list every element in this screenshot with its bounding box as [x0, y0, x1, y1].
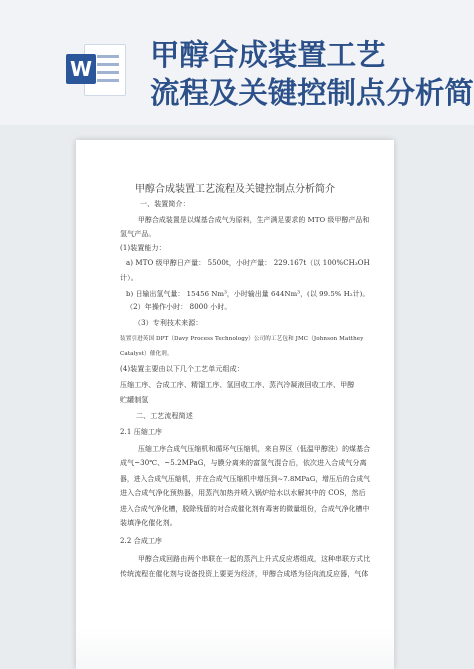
- subsection-heading: (4)装置主要由以下几个工艺单元组成：: [120, 365, 244, 373]
- paragraph-line: Catalyst）催化剂。: [120, 351, 173, 357]
- paragraph-line: 成气~30℃、~5.2MPaG，与膜分离来的富氢气混合后，依次进入合成气分离: [120, 459, 367, 467]
- capacity-line: a) MTO 级甲醇日产量： 5500t，小时产量： 229.167t（以 100%CH₃OH: [126, 259, 370, 267]
- banner-title-line-2: 流程及关键控制点分析简: [150, 76, 474, 110]
- paragraph-line: 压缩工序、合成工序、精馏工序、氢回收工序、蒸汽冷凝液回收工序、甲醇: [120, 381, 355, 389]
- banner: [0, 0, 474, 125]
- paragraph-line: 装置引进英国 DPT（Davy Process Technology）公司的工艺包和 JMC（Johnson Matthey: [120, 336, 364, 342]
- word-document-icon: [66, 40, 124, 98]
- section-heading: 一、装置简介：: [140, 200, 190, 208]
- paragraph-line: 压缩工序合成气压缩机和循环气压缩机，来自界区（低温甲醇洗）的煤基合: [138, 445, 371, 453]
- paragraph-line: 甲醇合成装置是以煤基合成气为原料，生产满足要求的 MTO 级甲醇产品和: [138, 216, 370, 224]
- paragraph-line: 甲醇合成回路由两个串联在一起的蒸汽上升式反应塔组成，这种串联方式比: [138, 555, 371, 563]
- word-badge: W: [66, 54, 96, 84]
- paragraph-line: 贮罐制氢: [120, 396, 149, 404]
- capacity-line: b) 日输出氢气量： 15456 Nm³，小时输出量 644Nm³，(以 99.5% H₂计)。: [126, 290, 370, 298]
- paragraph-line: 装填净化催化剂。: [120, 519, 177, 527]
- banner-title-line-1: 甲醇合成装置工艺: [150, 38, 386, 72]
- document-page: [76, 140, 394, 669]
- paragraph-line: 器，进入合成气压缩机，并在合成气压缩机中增压到~7.8MPaG，增压后的合成气: [120, 475, 371, 483]
- banner-title: [150, 36, 474, 112]
- subsection-heading: （3）专利技术来源：: [134, 319, 203, 327]
- paragraph-line: 计）。: [120, 274, 138, 282]
- subsection-heading: 2.1 压缩工序: [120, 428, 163, 436]
- page-fade: [76, 629, 394, 669]
- section-heading: 二、工艺流程简述: [136, 412, 193, 420]
- paragraph-line: 进入合成气净化预热器，用蒸汽加热并喷入锅炉给水以水解其中的 COS，然后: [120, 489, 366, 497]
- paragraph-line: 进入合成气净化槽，脱除残留的对合成催化剂有毒害的微量组份，合成气净化槽中: [120, 505, 370, 513]
- operating-hours-line: （2）年操作小时： 8000 小时。: [126, 303, 232, 311]
- document-title: 甲醇合成装置工艺流程及关键控制点分析简介: [135, 184, 335, 195]
- paragraph-line: 氢气产品。: [120, 230, 156, 238]
- subsection-heading: (1)装置能力：: [120, 244, 166, 252]
- paragraph-line: 传统流程在催化剂与设备投资上要更为经济，甲醇合成塔为径向流反应器，气体: [120, 570, 369, 578]
- subsection-heading: 2.2 合成工序: [120, 537, 163, 545]
